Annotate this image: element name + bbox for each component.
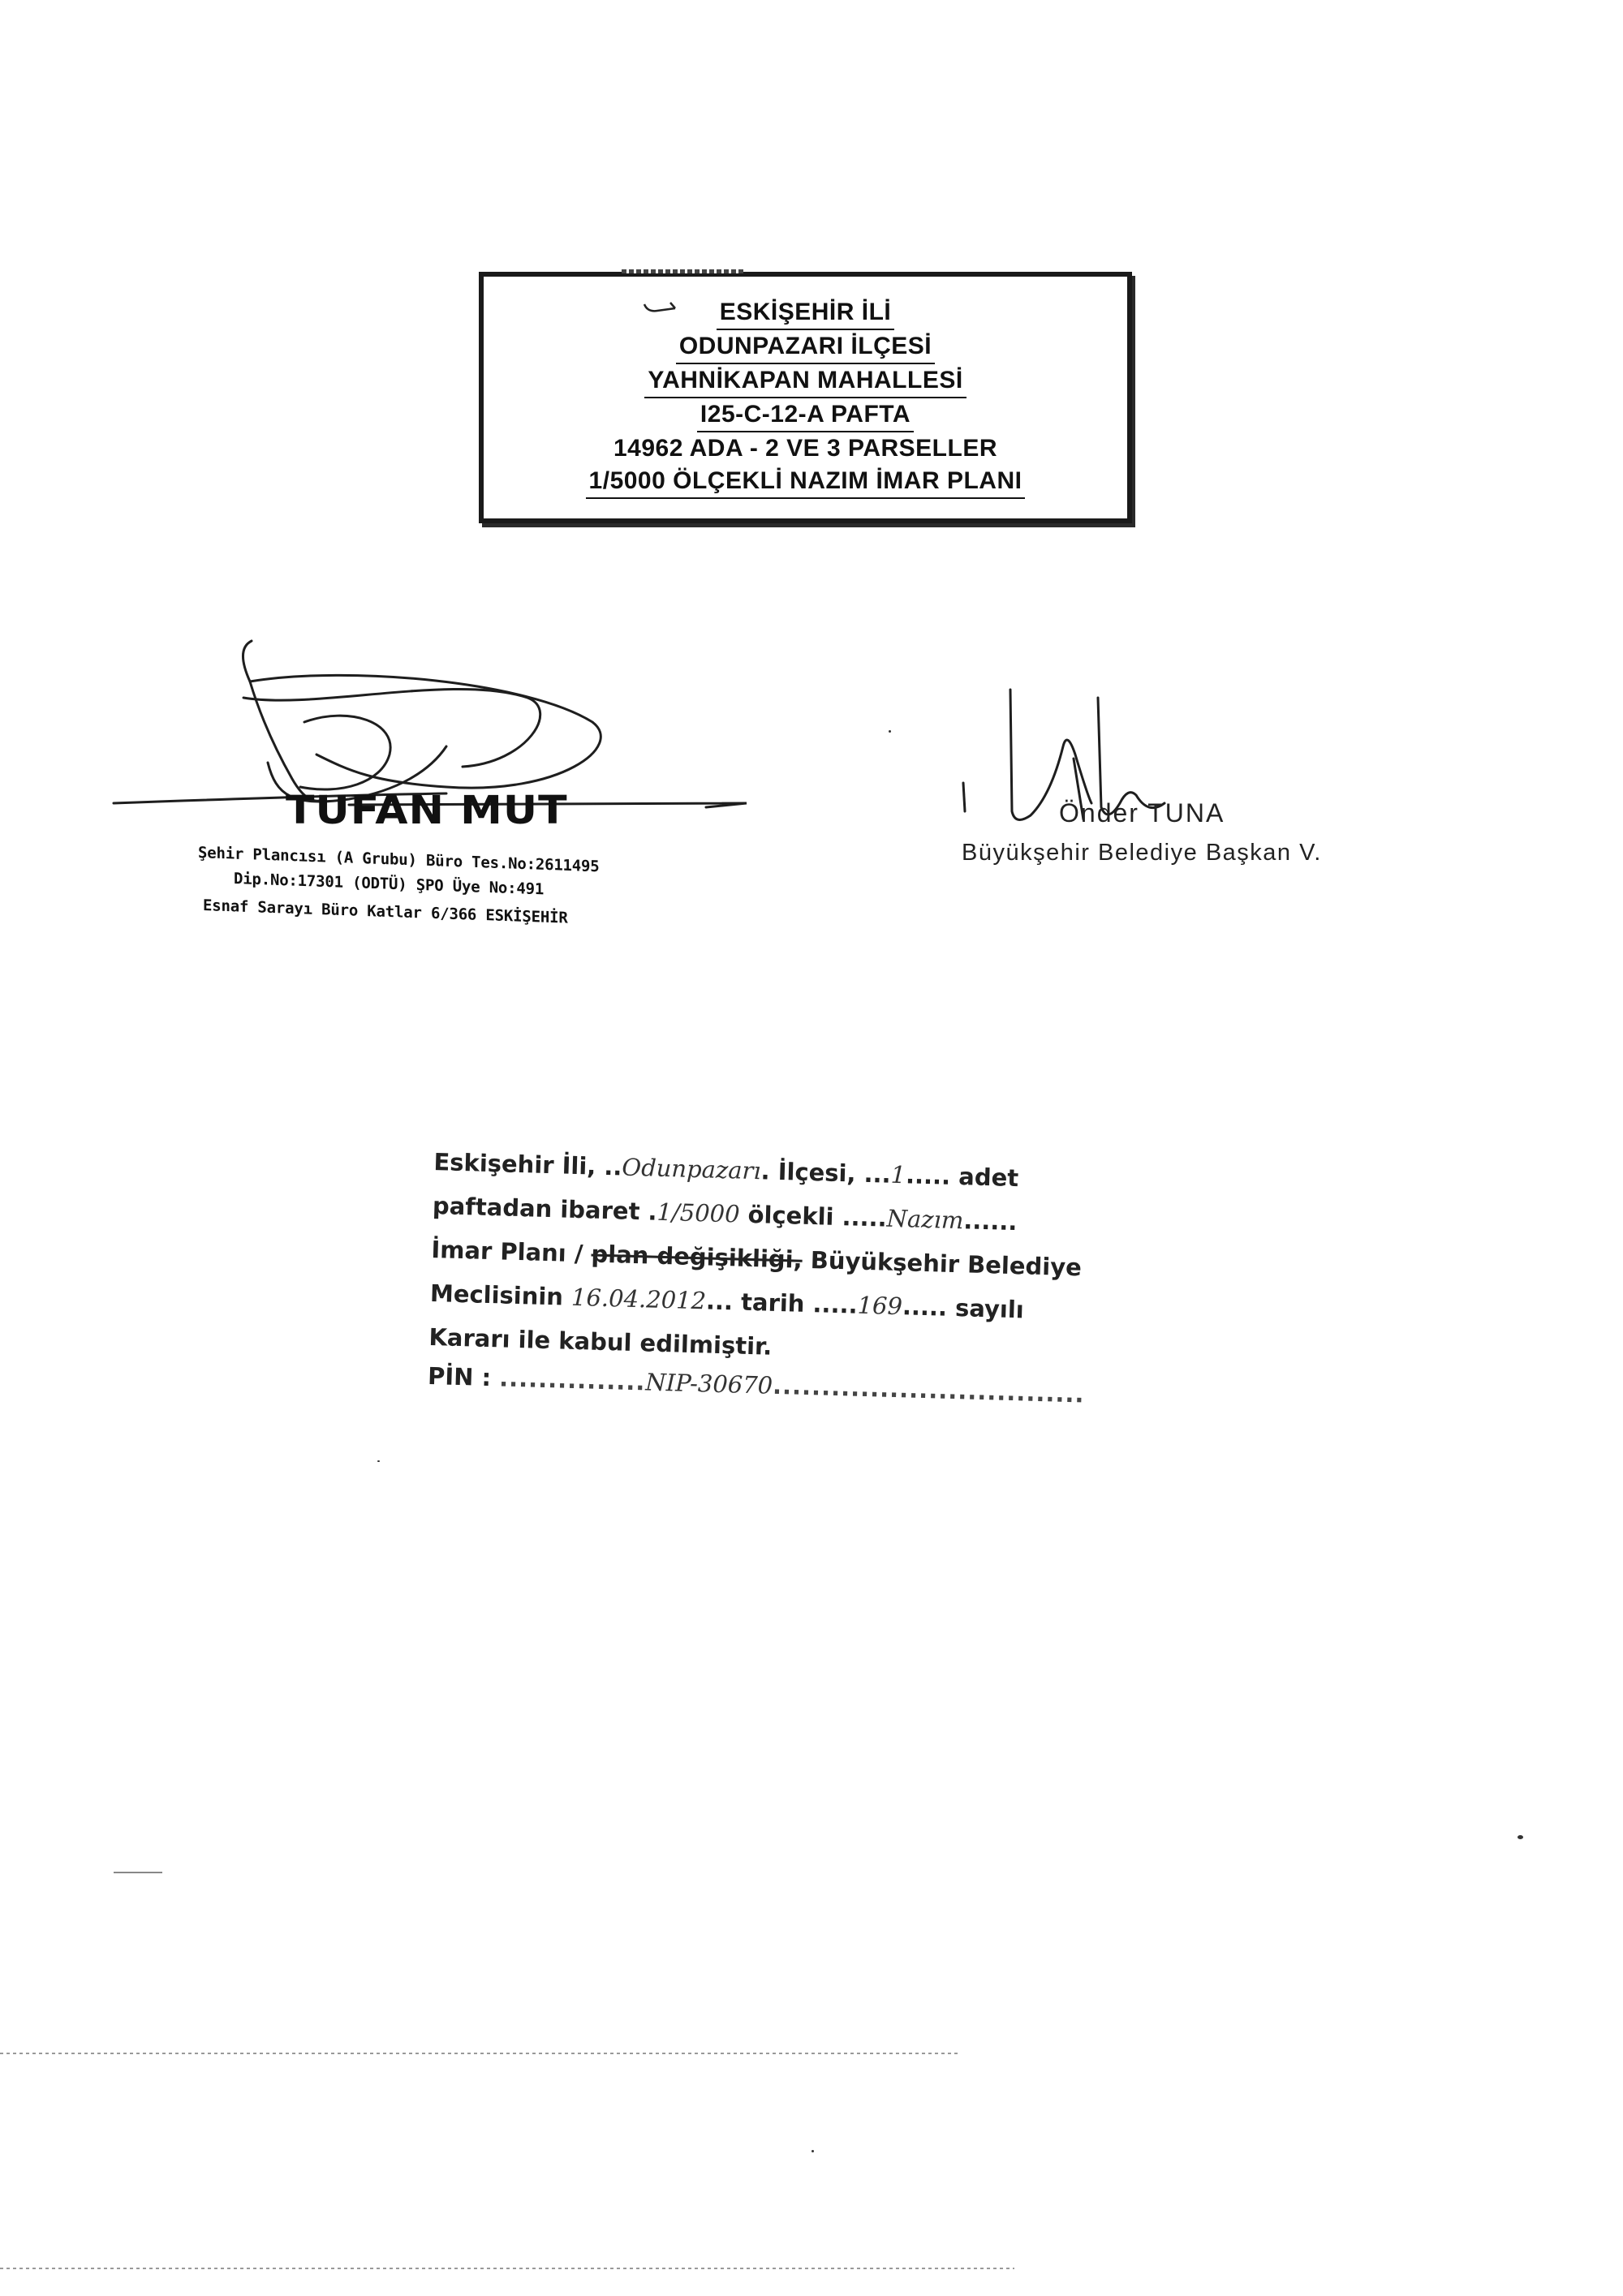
approval-line2-text-b: ölçekli ..... <box>739 1200 888 1232</box>
scan-edge-line <box>0 2268 1014 2269</box>
approval-line1-text-c: ..... adet <box>905 1161 1019 1193</box>
planner-stamp-name: TUFAN MUT <box>286 789 568 834</box>
approval-line1 <box>433 1148 1019 1192</box>
approval-line1-text-b: . İlçesi, ... <box>760 1157 892 1189</box>
handwritten-scale: 1/5000 <box>657 1197 741 1228</box>
title-line-district: ODUNPAZARI İLÇESİ <box>676 330 935 364</box>
planner-stamp-line1: Şehir Plancısı (A Grubu) Büro Tes.No:2611495 <box>198 844 600 876</box>
approval-line3-text-a: İmar Planı / <box>431 1235 592 1268</box>
plan-title-box <box>479 272 1132 523</box>
planner-stamp-line3: Esnaf Sarayı Büro Katlar 6/366 ESKİŞEHİR <box>203 896 568 927</box>
approval-line6 <box>428 1362 1085 1408</box>
approval-line4-text-c: ..... sayılı <box>902 1292 1025 1324</box>
handwritten-district: Odunpazarı <box>621 1153 762 1185</box>
approval-line2 <box>433 1192 1018 1236</box>
approval-line1-text-a: Eskişehir İli, .. <box>433 1148 622 1181</box>
scan-speck <box>889 730 891 733</box>
title-line-sheet: I25-C-12-A PAFTA <box>697 398 914 432</box>
struck-plan-change: plan değişikliği, <box>591 1240 803 1274</box>
mayor-title: Büyükşehir Belediye Başkan V. <box>962 840 1322 866</box>
scan-speck <box>812 2150 814 2152</box>
approval-line2-text-a: paftadan ibaret . <box>432 1191 658 1226</box>
handwritten-plan-type: Nazım <box>886 1204 964 1235</box>
handwritten-date: 16.04.2012 <box>570 1283 707 1315</box>
title-line-parcels: 14962 ADA - 2 VE 3 PARSELLER <box>613 435 998 462</box>
approval-line3 <box>431 1236 1082 1281</box>
mayor-name: Önder TUNA <box>1059 798 1225 828</box>
scan-speck <box>377 1460 380 1462</box>
scan-scribble <box>622 269 743 273</box>
title-lines <box>484 296 1127 499</box>
title-line-plan: 1/5000 ÖLÇEKLİ NAZIM İMAR PLANI <box>586 465 1026 499</box>
approval-line5: Kararı ile kabul edilmiştir. <box>428 1322 773 1361</box>
handwritten-sheet-count: 1 <box>890 1160 906 1189</box>
pin-dots-right: ................................ <box>772 1371 1086 1408</box>
approval-line4-text-b: ... tarih ..... <box>705 1287 859 1319</box>
title-line-neighborhood: YAHNİKAPAN MAHALLESİ <box>644 364 966 398</box>
pin-label: PİN : <box>427 1361 500 1392</box>
planner-stamp-line2: Dip.No:17301 (ODTÜ) ŞPO Üye No:491 <box>234 870 545 899</box>
scan-speck <box>1518 1835 1523 1839</box>
approval-line2-text-c: ...... <box>962 1206 1018 1236</box>
approval-line3-text-b: Büyükşehir Belediye <box>802 1245 1083 1282</box>
approval-stamp <box>427 1148 1086 1440</box>
approval-line4-text-a: Meclisinin <box>429 1279 572 1311</box>
scan-speck <box>114 1872 162 1873</box>
scan-edge-line <box>0 2053 958 2054</box>
title-line-province: ESKİŞEHİR İLİ <box>717 296 895 330</box>
handwritten-pin: NIP-30670 <box>644 1368 773 1400</box>
pin-dots-left: ............... <box>498 1364 646 1396</box>
handwritten-decision-number: 169 <box>857 1291 903 1321</box>
approval-line4 <box>430 1279 1025 1323</box>
